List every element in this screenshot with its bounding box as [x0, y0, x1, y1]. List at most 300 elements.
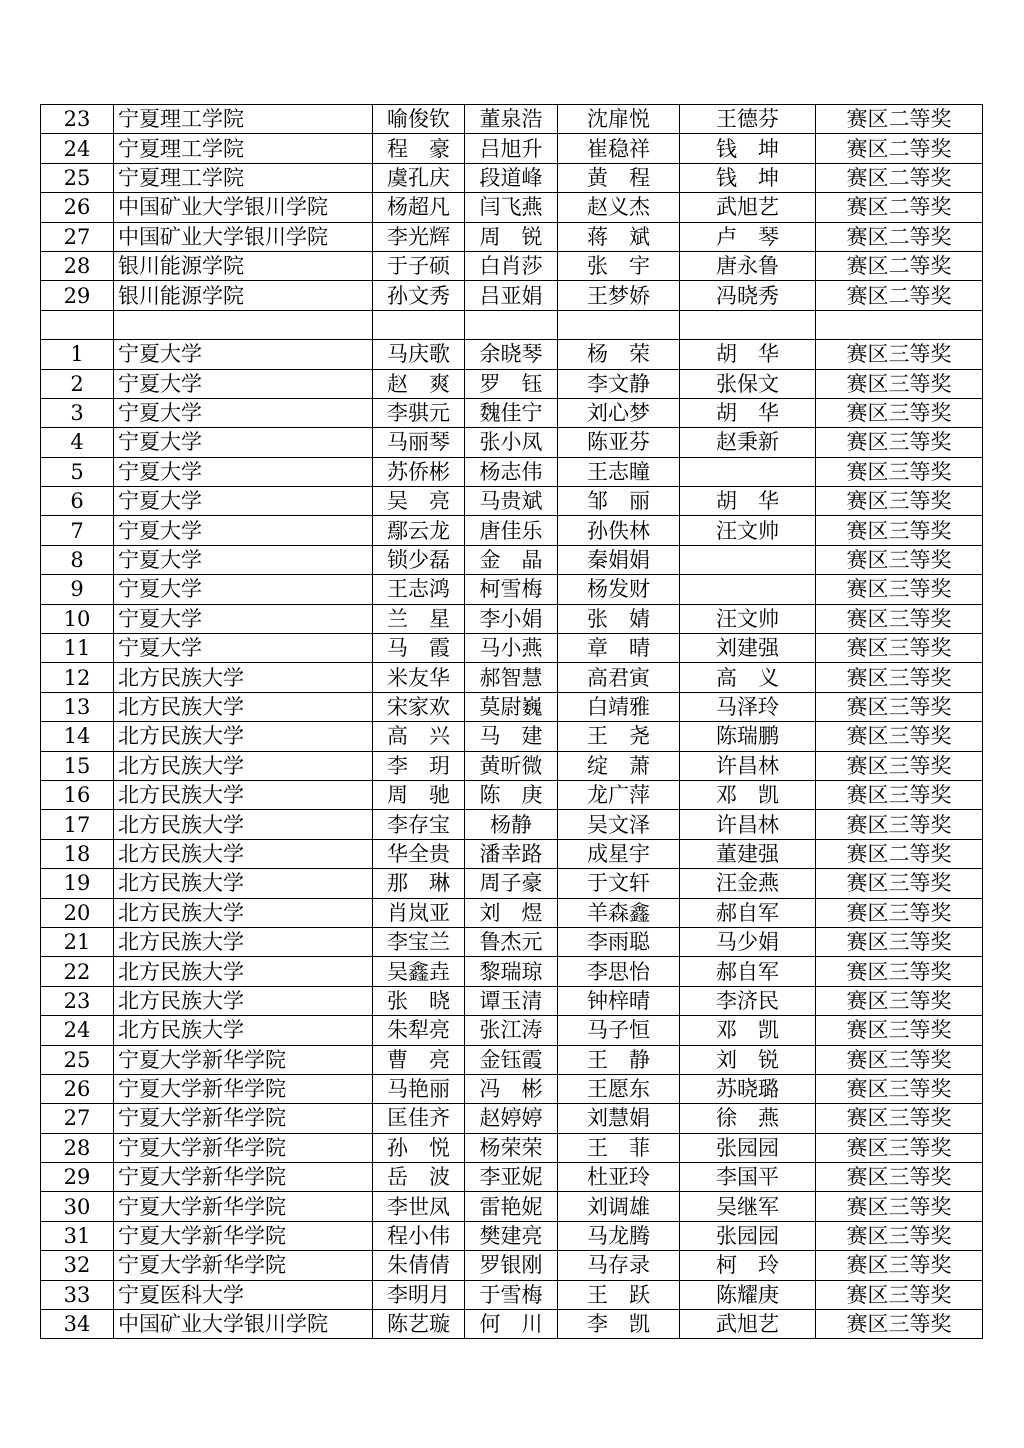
- table-row: [41, 369, 983, 398]
- school-name: 北方民族大学: [114, 692, 373, 721]
- member-1: 朱犁亮: [373, 1016, 465, 1045]
- coach-name: 邓 凯: [680, 780, 816, 809]
- coach-name: 武旭艺: [680, 193, 816, 222]
- table-row: [41, 927, 983, 956]
- member-1: 李存宝: [373, 810, 465, 839]
- coach-name: 汪金燕: [680, 869, 816, 898]
- member-1: 马艳丽: [373, 1074, 465, 1103]
- member-2: 张小凤: [465, 428, 558, 457]
- award-table: [40, 104, 983, 1339]
- table-row: [41, 810, 983, 839]
- row-number: 6: [41, 487, 114, 516]
- school-name: 宁夏医科大学: [114, 1280, 373, 1309]
- table-row: [41, 1074, 983, 1103]
- member-3: 张 宇: [558, 251, 680, 280]
- table-row: [41, 986, 983, 1015]
- coach-name: [680, 575, 816, 604]
- row-number: 24: [41, 134, 114, 163]
- school-name: 宁夏大学: [114, 604, 373, 633]
- member-3: 章 晴: [558, 634, 680, 663]
- member-1: 赵 爽: [373, 369, 465, 398]
- member-1: 岳 波: [373, 1163, 465, 1192]
- member-3: 刘慧娟: [558, 1104, 680, 1133]
- award-level: 赛区三等奖: [816, 340, 983, 369]
- award-level: 赛区三等奖: [816, 457, 983, 486]
- member-2: 吕旭升: [465, 134, 558, 163]
- row-number: 30: [41, 1192, 114, 1221]
- member-1: 苏侨彬: [373, 457, 465, 486]
- member-1: 孙 悦: [373, 1133, 465, 1162]
- member-3: 杜亚玲: [558, 1163, 680, 1192]
- coach-name: 陈瑞鹏: [680, 722, 816, 751]
- award-level: 赛区三等奖: [816, 545, 983, 574]
- award-level: 赛区三等奖: [816, 780, 983, 809]
- member-1: 李光辉: [373, 222, 465, 251]
- member-1: 马丽琴: [373, 428, 465, 457]
- award-level: 赛区三等奖: [816, 751, 983, 780]
- member-3: 王志瞳: [558, 457, 680, 486]
- award-level: 赛区二等奖: [816, 163, 983, 192]
- row-number: 2: [41, 369, 114, 398]
- table-row: [41, 957, 983, 986]
- member-2: 杨荣荣: [465, 1133, 558, 1162]
- school-name: 北方民族大学: [114, 957, 373, 986]
- coach-name: 钱 坤: [680, 163, 816, 192]
- member-1: 李宝兰: [373, 927, 465, 956]
- member-1: 马 霞: [373, 634, 465, 663]
- award-level: 赛区三等奖: [816, 1280, 983, 1309]
- award-level: 赛区三等奖: [816, 516, 983, 545]
- table-row: [41, 1221, 983, 1250]
- coach-name: 冯晓秀: [680, 281, 816, 310]
- school-name: 银川能源学院: [114, 281, 373, 310]
- school-name: 北方民族大学: [114, 898, 373, 927]
- award-level: 赛区三等奖: [816, 487, 983, 516]
- school-name: 中国矿业大学银川学院: [114, 193, 373, 222]
- table-row: [41, 722, 983, 751]
- member-1: 米友华: [373, 663, 465, 692]
- school-name: 北方民族大学: [114, 1016, 373, 1045]
- table-row: [41, 604, 983, 633]
- table-row: [41, 516, 983, 545]
- table-row: [41, 1251, 983, 1280]
- coach-name: 武旭艺: [680, 1310, 816, 1339]
- row-number: 20: [41, 898, 114, 927]
- award-level: 赛区三等奖: [816, 957, 983, 986]
- coach-name: 胡 华: [680, 487, 816, 516]
- award-level: 赛区三等奖: [816, 369, 983, 398]
- award-level: 赛区三等奖: [816, 1192, 983, 1221]
- coach-name: 许昌林: [680, 810, 816, 839]
- award-level: 赛区三等奖: [816, 898, 983, 927]
- member-2: 郝智慧: [465, 663, 558, 692]
- member-2: 刘 煜: [465, 898, 558, 927]
- table-row: [41, 193, 983, 222]
- member-3: 吴文泽: [558, 810, 680, 839]
- member-2: 李亚妮: [465, 1163, 558, 1192]
- coach-name: 刘建强: [680, 634, 816, 663]
- award-level: 赛区三等奖: [816, 810, 983, 839]
- award-level: 赛区三等奖: [816, 1016, 983, 1045]
- row-number: 10: [41, 604, 114, 633]
- school-name: 宁夏大学: [114, 545, 373, 574]
- member-1: 李 玥: [373, 751, 465, 780]
- row-number: 23: [41, 105, 114, 134]
- row-number: 1: [41, 340, 114, 369]
- award-level: 赛区二等奖: [816, 222, 983, 251]
- member-2: 罗银刚: [465, 1251, 558, 1280]
- row-number: 28: [41, 1133, 114, 1162]
- row-number: 31: [41, 1221, 114, 1250]
- table-row: [41, 869, 983, 898]
- member-2: 马 建: [465, 722, 558, 751]
- member-3: 蒋 斌: [558, 222, 680, 251]
- member-2: 周 锐: [465, 222, 558, 251]
- member-2: 杨志伟: [465, 457, 558, 486]
- member-2: 樊建亮: [465, 1221, 558, 1250]
- school-name: 宁夏大学: [114, 369, 373, 398]
- member-3: 邹 丽: [558, 487, 680, 516]
- member-3: 孙佚林: [558, 516, 680, 545]
- member-2: 金钰霞: [465, 1045, 558, 1074]
- member-1: 匡佳齐: [373, 1104, 465, 1133]
- school-name: 北方民族大学: [114, 810, 373, 839]
- member-3: 李文静: [558, 369, 680, 398]
- member-2: 段道峰: [465, 163, 558, 192]
- coach-name: 张园园: [680, 1221, 816, 1250]
- member-2: 魏佳宁: [465, 398, 558, 427]
- award-level: 赛区三等奖: [816, 663, 983, 692]
- member-1: 程 豪: [373, 134, 465, 163]
- row-number: 18: [41, 839, 114, 868]
- member-3: 王 静: [558, 1045, 680, 1074]
- school-name: 北方民族大学: [114, 986, 373, 1015]
- table-row: [41, 751, 983, 780]
- member-3: 杨 荣: [558, 340, 680, 369]
- member-3: 李雨聪: [558, 927, 680, 956]
- member-3: 陈亚芬: [558, 428, 680, 457]
- table-row: [41, 281, 983, 310]
- row-number: 9: [41, 575, 114, 604]
- row-number: 29: [41, 1163, 114, 1192]
- coach-name: 马泽玲: [680, 692, 816, 721]
- member-1: 吴鑫垚: [373, 957, 465, 986]
- member-2: 杨静: [465, 810, 558, 839]
- award-level: 赛区三等奖: [816, 1251, 983, 1280]
- member-1: 肖岚亚: [373, 898, 465, 927]
- member-1: 兰 星: [373, 604, 465, 633]
- member-3: 刘心梦: [558, 398, 680, 427]
- member-3: 杨发财: [558, 575, 680, 604]
- row-number: 4: [41, 428, 114, 457]
- row-number: 25: [41, 163, 114, 192]
- member-1: [373, 310, 465, 339]
- school-name: 宁夏大学: [114, 428, 373, 457]
- coach-name: 刘 锐: [680, 1045, 816, 1074]
- school-name: 宁夏大学: [114, 516, 373, 545]
- member-2: 张江涛: [465, 1016, 558, 1045]
- member-2: 白肖莎: [465, 251, 558, 280]
- coach-name: 柯 玲: [680, 1251, 816, 1280]
- school-name: 宁夏理工学院: [114, 105, 373, 134]
- member-3: 刘调雄: [558, 1192, 680, 1221]
- member-2: 陈 庚: [465, 780, 558, 809]
- table-row: [41, 457, 983, 486]
- member-1: 喻俊钦: [373, 105, 465, 134]
- school-name: 中国矿业大学银川学院: [114, 1310, 373, 1339]
- coach-name: 郝自军: [680, 898, 816, 927]
- row-number: 34: [41, 1310, 114, 1339]
- row-number: 17: [41, 810, 114, 839]
- school-name: 宁夏大学新华学院: [114, 1104, 373, 1133]
- row-number: 15: [41, 751, 114, 780]
- award-level: 赛区三等奖: [816, 1133, 983, 1162]
- member-2: 董泉浩: [465, 105, 558, 134]
- member-3: 马龙腾: [558, 1221, 680, 1250]
- coach-name: 李济民: [680, 986, 816, 1015]
- coach-name: 赵秉新: [680, 428, 816, 457]
- school-name: 北方民族大学: [114, 780, 373, 809]
- award-level: 赛区二等奖: [816, 281, 983, 310]
- row-number: 23: [41, 986, 114, 1015]
- award-level: 赛区二等奖: [816, 251, 983, 280]
- coach-name: 马少娟: [680, 927, 816, 956]
- award-level: 赛区三等奖: [816, 428, 983, 457]
- row-number: 29: [41, 281, 114, 310]
- coach-name: 许昌林: [680, 751, 816, 780]
- member-1: 李骐元: [373, 398, 465, 427]
- row-number: 13: [41, 692, 114, 721]
- member-3: 成星宇: [558, 839, 680, 868]
- coach-name: [680, 457, 816, 486]
- member-3: 龙广萍: [558, 780, 680, 809]
- school-name: 宁夏大学新华学院: [114, 1221, 373, 1250]
- member-2: [465, 310, 558, 339]
- table-row: [41, 398, 983, 427]
- member-3: 绽 萧: [558, 751, 680, 780]
- table-row: [41, 487, 983, 516]
- award-level: 赛区三等奖: [816, 869, 983, 898]
- row-number: 27: [41, 222, 114, 251]
- coach-name: 卢 琴: [680, 222, 816, 251]
- member-3: [558, 310, 680, 339]
- award-level: 赛区三等奖: [816, 1045, 983, 1074]
- member-3: 黄 程: [558, 163, 680, 192]
- row-number: 32: [41, 1251, 114, 1280]
- table-row: [41, 1045, 983, 1074]
- table-row: [41, 1310, 983, 1339]
- member-1: 马庆歌: [373, 340, 465, 369]
- school-name: 银川能源学院: [114, 251, 373, 280]
- coach-name: 张园园: [680, 1133, 816, 1162]
- row-number: 14: [41, 722, 114, 751]
- award-level: 赛区二等奖: [816, 193, 983, 222]
- member-3: 王梦娇: [558, 281, 680, 310]
- row-number: 5: [41, 457, 114, 486]
- member-2: 柯雪梅: [465, 575, 558, 604]
- table-row: [41, 428, 983, 457]
- member-3: 高君寅: [558, 663, 680, 692]
- award-level: 赛区三等奖: [816, 986, 983, 1015]
- member-3: 钟梓晴: [558, 986, 680, 1015]
- school-name: 北方民族大学: [114, 663, 373, 692]
- table-row: [41, 340, 983, 369]
- member-3: 羊森鑫: [558, 898, 680, 927]
- school-name: [114, 310, 373, 339]
- row-number: 26: [41, 193, 114, 222]
- award-level: 赛区三等奖: [816, 575, 983, 604]
- member-1: 王志鸿: [373, 575, 465, 604]
- award-level: 赛区三等奖: [816, 1310, 983, 1339]
- member-3: 李 凯: [558, 1310, 680, 1339]
- row-number: 27: [41, 1104, 114, 1133]
- member-1: 陈艺璇: [373, 1310, 465, 1339]
- table-row: [41, 898, 983, 927]
- member-3: 秦娟娟: [558, 545, 680, 574]
- coach-name: [680, 310, 816, 339]
- member-3: 白靖雅: [558, 692, 680, 721]
- award-level: 赛区二等奖: [816, 839, 983, 868]
- member-3: 王 菲: [558, 1133, 680, 1162]
- school-name: 宁夏大学新华学院: [114, 1074, 373, 1103]
- member-2: 雷艳妮: [465, 1192, 558, 1221]
- member-1: 于子硕: [373, 251, 465, 280]
- award-level: 赛区三等奖: [816, 398, 983, 427]
- award-level: 赛区三等奖: [816, 634, 983, 663]
- school-name: 北方民族大学: [114, 927, 373, 956]
- coach-name: 唐永鲁: [680, 251, 816, 280]
- table-row: [41, 839, 983, 868]
- table-row: [41, 575, 983, 604]
- school-name: 宁夏大学新华学院: [114, 1251, 373, 1280]
- table-row: [41, 634, 983, 663]
- row-number: 26: [41, 1074, 114, 1103]
- coach-name: 高 义: [680, 663, 816, 692]
- school-name: 北方民族大学: [114, 839, 373, 868]
- row-number: 12: [41, 663, 114, 692]
- member-1: 孙文秀: [373, 281, 465, 310]
- member-3: 马存录: [558, 1251, 680, 1280]
- row-number: 19: [41, 869, 114, 898]
- award-level: [816, 310, 983, 339]
- school-name: 宁夏理工学院: [114, 163, 373, 192]
- member-3: 沈扉悦: [558, 105, 680, 134]
- member-1: 吴 亮: [373, 487, 465, 516]
- member-2: 黎瑞琼: [465, 957, 558, 986]
- coach-name: 苏晓璐: [680, 1074, 816, 1103]
- member-2: 唐佳乐: [465, 516, 558, 545]
- award-level: 赛区三等奖: [816, 1074, 983, 1103]
- member-2: 何 川: [465, 1310, 558, 1339]
- award-level: 赛区三等奖: [816, 722, 983, 751]
- member-2: 闫飞燕: [465, 193, 558, 222]
- member-1: 虞孔庆: [373, 163, 465, 192]
- school-name: 宁夏大学新华学院: [114, 1163, 373, 1192]
- row-number: 33: [41, 1280, 114, 1309]
- coach-name: [680, 545, 816, 574]
- table-row: [41, 310, 983, 339]
- table-row: [41, 663, 983, 692]
- award-table-body: [41, 105, 983, 1339]
- table-row: [41, 251, 983, 280]
- table-row: [41, 1016, 983, 1045]
- coach-name: 陈耀庚: [680, 1280, 816, 1309]
- row-number: 7: [41, 516, 114, 545]
- member-3: 于文轩: [558, 869, 680, 898]
- coach-name: 郝自军: [680, 957, 816, 986]
- member-2: 吕亚娟: [465, 281, 558, 310]
- member-3: 李思怡: [558, 957, 680, 986]
- coach-name: 张保文: [680, 369, 816, 398]
- school-name: 宁夏大学: [114, 575, 373, 604]
- coach-name: 王德芬: [680, 105, 816, 134]
- table-row: [41, 692, 983, 721]
- member-1: 杨超凡: [373, 193, 465, 222]
- award-level: 赛区三等奖: [816, 1221, 983, 1250]
- member-2: 马小燕: [465, 634, 558, 663]
- row-number: 21: [41, 927, 114, 956]
- coach-name: 胡 华: [680, 340, 816, 369]
- table-row: [41, 780, 983, 809]
- row-number: 11: [41, 634, 114, 663]
- member-1: 锁少磊: [373, 545, 465, 574]
- table-row: [41, 1280, 983, 1309]
- row-number: 24: [41, 1016, 114, 1045]
- school-name: 宁夏理工学院: [114, 134, 373, 163]
- award-level: 赛区二等奖: [816, 105, 983, 134]
- school-name: 宁夏大学: [114, 487, 373, 516]
- member-2: 莫尉巍: [465, 692, 558, 721]
- school-name: 宁夏大学新华学院: [114, 1045, 373, 1074]
- member-1: 周 驰: [373, 780, 465, 809]
- row-number: [41, 310, 114, 339]
- member-1: 朱倩倩: [373, 1251, 465, 1280]
- coach-name: 钱 坤: [680, 134, 816, 163]
- member-2: 金 晶: [465, 545, 558, 574]
- member-1: 宋家欢: [373, 692, 465, 721]
- row-number: 3: [41, 398, 114, 427]
- row-number: 22: [41, 957, 114, 986]
- school-name: 北方民族大学: [114, 869, 373, 898]
- member-1: 那 琳: [373, 869, 465, 898]
- coach-name: 吴继军: [680, 1192, 816, 1221]
- award-level: 赛区三等奖: [816, 692, 983, 721]
- school-name: 宁夏大学: [114, 634, 373, 663]
- row-number: 16: [41, 780, 114, 809]
- school-name: 宁夏大学新华学院: [114, 1192, 373, 1221]
- member-1: 高 兴: [373, 722, 465, 751]
- school-name: 中国矿业大学银川学院: [114, 222, 373, 251]
- row-number: 25: [41, 1045, 114, 1074]
- table-row: [41, 134, 983, 163]
- school-name: 北方民族大学: [114, 751, 373, 780]
- member-3: 崔稳祥: [558, 134, 680, 163]
- member-2: 赵婷婷: [465, 1104, 558, 1133]
- school-name: 宁夏大学: [114, 457, 373, 486]
- member-2: 潘幸路: [465, 839, 558, 868]
- member-2: 冯 彬: [465, 1074, 558, 1103]
- member-1: 鄢云龙: [373, 516, 465, 545]
- table-row: [41, 1192, 983, 1221]
- member-3: 张 婧: [558, 604, 680, 633]
- coach-name: 徐 燕: [680, 1104, 816, 1133]
- table-row: [41, 1163, 983, 1192]
- row-number: 8: [41, 545, 114, 574]
- award-level: 赛区二等奖: [816, 134, 983, 163]
- award-level: 赛区三等奖: [816, 927, 983, 956]
- coach-name: 胡 华: [680, 398, 816, 427]
- table-row: [41, 222, 983, 251]
